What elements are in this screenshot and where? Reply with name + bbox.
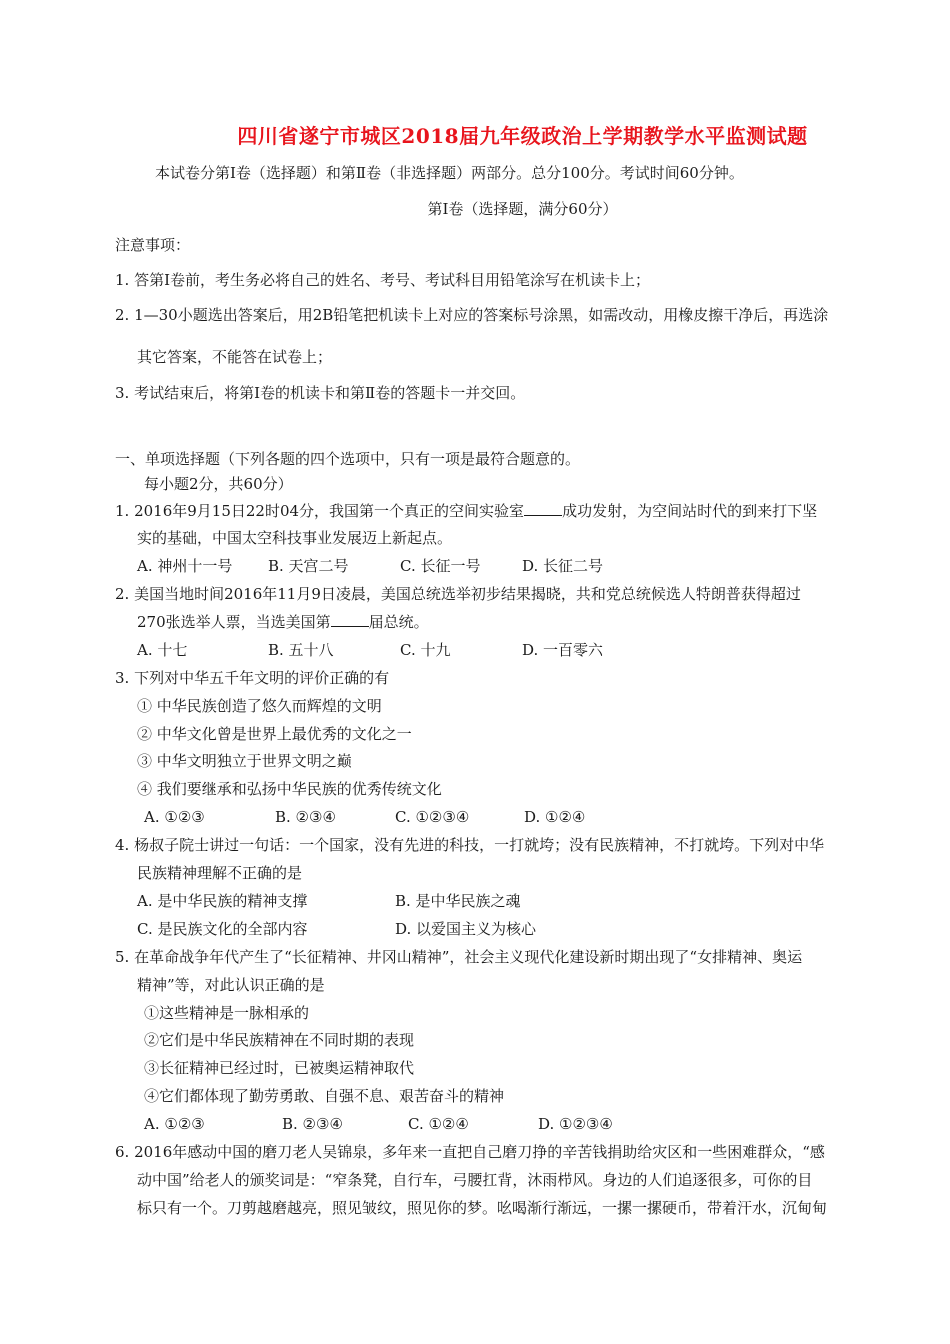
question-5-stem-continued: 精神”等，对此认识正确的是 [137,976,325,994]
question-5-item: ②它们是中华民族精神在不同时期的表现 [144,1031,415,1049]
question-2-option-a: A. 十七 [137,641,188,659]
question-2-option-c: C. 十九 [400,641,451,659]
question-1-stem [115,501,817,521]
question-3-item: ④ 我们要继承和弘扬中华民族的优秀传统文化 [137,780,442,798]
question-1-option-b: B. 天宫二号 [268,557,349,575]
question-5-item: ④它们都体现了勤劳勇敢、自强不息、艰苦奋斗的精神 [144,1087,505,1105]
question-4-option-d: D. 以爱国主义为核心 [395,920,537,938]
question-6-stem-continued: 标只有一个。刀剪越磨越亮，照见皱纹，照见你的梦。吆喝渐行渐远，一摞一摞硬币，带着汗水，沉甸甸 [137,1199,828,1217]
notice-item-continued: 其它答案，不能答在试卷上； [137,348,333,366]
question-3-option-d: D. ①②④ [524,808,586,826]
question-3-item: ① 中华民族创造了悠久而辉煌的文明 [137,697,382,715]
notice-item: 1. 答第Ⅰ卷前，考生务必将自己的姓名、考号、考试科目用铅笔涂写在机读卡上； [115,271,651,289]
question-4-stem: 4. 杨叔子院士讲过一句话：一个国家，没有先进的科技，一打就垮；没有民族精神，不打就垮。下列对中华 [115,836,825,854]
question-4-option-b: B. 是中华民族之魂 [395,892,521,910]
question-5-option-b: B. ②③④ [282,1115,343,1133]
question-6-stem: 6. 2016年感动中国的磨刀老人吴锦泉，多年来一直把自己磨刀挣的辛苦钱捐助给灾区和一些困难群众，“感 [115,1143,825,1161]
answer-blank [524,501,562,516]
question-1-option-a: A. 神州十一号 [137,557,233,575]
question-2-option-d: D. 一百零六 [522,641,604,659]
question-5-option-d: D. ①②③④ [538,1115,613,1133]
question-6-stem-continued: 动中国”给老人的颁奖词是：“窄条凳，自行车，弓腰扛背，沐雨栉风。身边的人们追逐很多，可你的目 [137,1171,813,1189]
part1-heading: 第Ⅰ卷（选择题，满分60分） [427,200,618,218]
question-5-option-c: C. ①②④ [408,1115,469,1133]
question-3-option-b: B. ②③④ [275,808,336,826]
question-2-text-a: 270张选举人票，当选美国第 [137,613,331,631]
question-3-item: ③ 中华文明独立于世界文明之巅 [137,752,352,770]
question-1-text-b: 成功发射，为空间站时代的到来打下坚 [562,502,818,520]
question-2-stem: 2. 美国当地时间2016年11月9日凌晨，美国总统选举初步结果揭晓，共和党总统候选人特朗普获得超过 [115,585,801,603]
question-5-item: ①这些精神是一脉相承的 [144,1004,310,1022]
question-2-stem-continued [137,612,429,632]
answer-blank [331,612,369,627]
notice-item: 3. 考试结束后，将第Ⅰ卷的机读卡和第Ⅱ卷的答题卡一并交回。 [115,384,526,402]
question-1-option-c: C. 长征一号 [400,557,481,575]
question-2-text-b: 届总统。 [368,613,429,631]
question-4-option-c: C. 是民族文化的全部内容 [137,920,308,938]
question-1-text-a: 1. 2016年9月15日22时04分，我国第一个真正的空间实验室 [115,502,525,520]
question-1-option-d: D. 长征二号 [522,557,604,575]
notice-heading: 注意事项： [115,236,191,254]
question-4-stem-continued: 民族精神理解不正确的是 [137,864,303,882]
question-2-option-b: B. 五十八 [268,641,334,659]
exam-title: 四川省遂宁市城区2018届九年级政治上学期教学水平监测试题 [237,124,808,148]
question-5-item: ③长征精神已经过时，已被奥运精神取代 [144,1059,415,1077]
exam-intro: 本试卷分第Ⅰ卷（选择题）和第Ⅱ卷（非选择题）两部分。总分100分。考试时间60分钟。 [155,164,744,182]
section-subheading: 每小题2分，共60分） [144,475,293,493]
question-3-option-c: C. ①②③④ [395,808,470,826]
section-heading: 一、单项选择题（下列各题的四个选项中，只有一项是最符合题意的。 [115,450,581,468]
question-5-stem: 5. 在革命战争年代产生了“长征精神、井冈山精神”，社会主义现代化建设新时期出现了“女排精神、奥运 [115,948,803,966]
question-3-item: ② 中华文化曾是世界上最优秀的文化之一 [137,725,412,743]
question-5-option-a: A. ①②③ [144,1115,205,1133]
question-3-stem: 3. 下列对中华五千年文明的评价正确的有 [115,669,390,687]
notice-item: 2. 1—30小题选出答案后，用2B铅笔把机读卡上对应的答案标号涂黑，如需改动，用橡皮擦干净后，再选涂 [115,306,829,324]
question-1-stem-continued: 实的基础，中国太空科技事业发展迈上新起点。 [137,529,453,547]
question-4-option-a: A. 是中华民族的精神支撑 [137,892,308,910]
question-3-option-a: A. ①②③ [144,808,205,826]
